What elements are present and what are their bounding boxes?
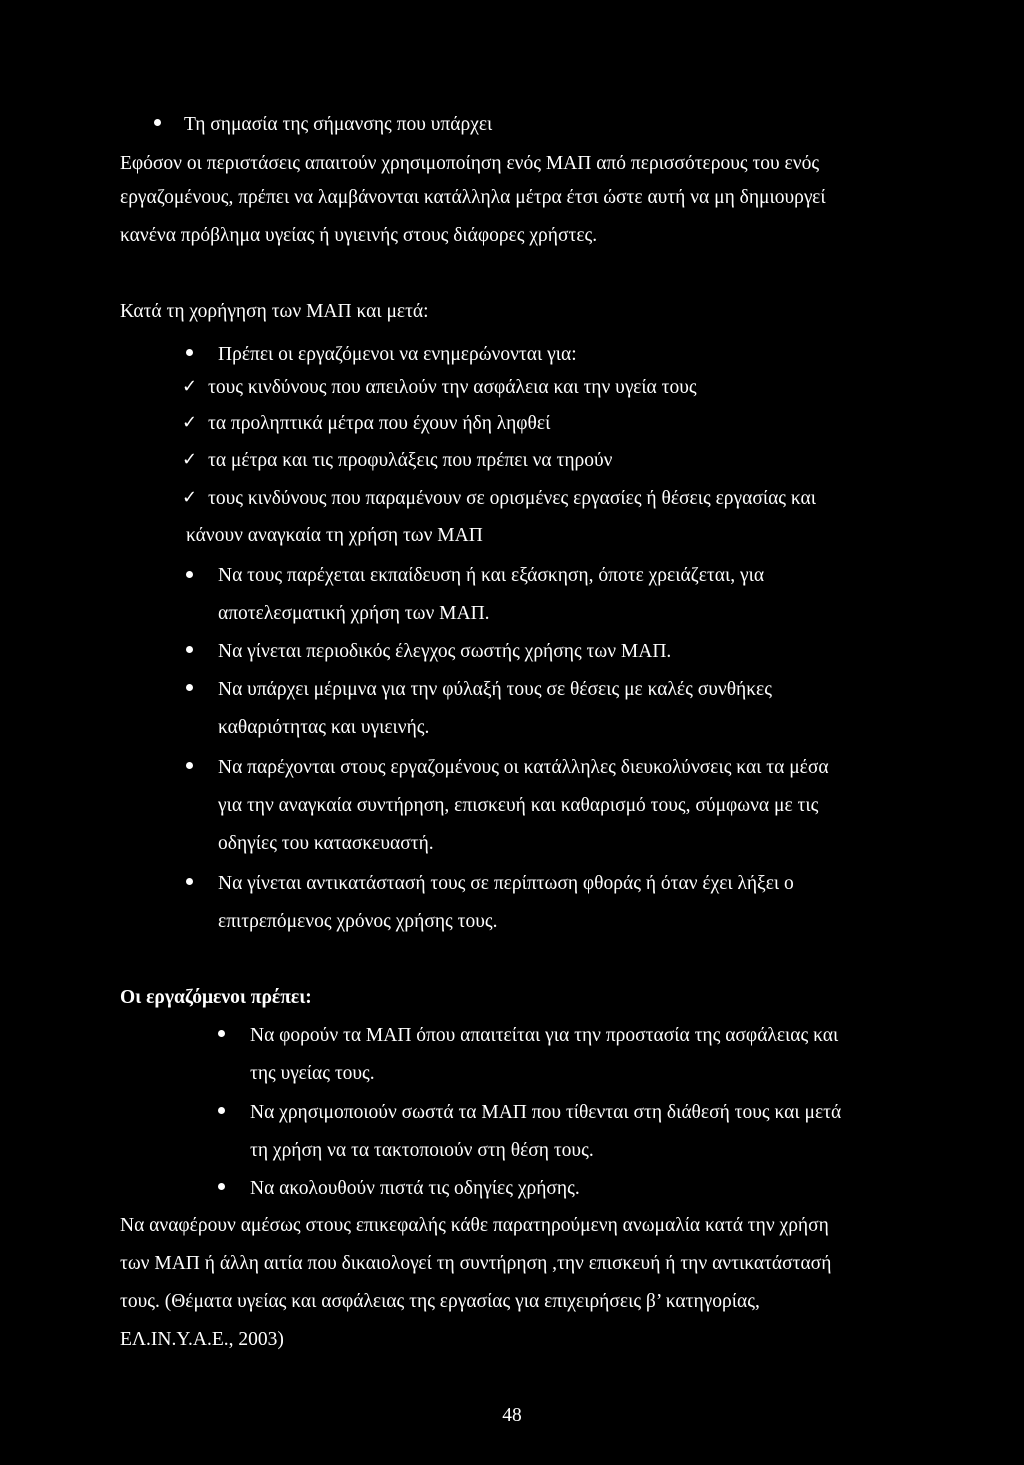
closing-line: ΕΛ.ΙΝ.Υ.Α.Ε., 2003) <box>120 1329 284 1350</box>
checkmark-icon: ✓ <box>182 412 198 433</box>
bullet-dot-icon <box>186 571 193 578</box>
bullet-heading: Τη σημασία της σήμανσης που υπάρχει <box>184 114 493 135</box>
bullet-a-line: Να γίνεται περιοδικός έλεγχος σωστής χρήσης των ΜΑΠ. <box>218 641 672 662</box>
bullet-dot-icon <box>186 878 193 885</box>
closing-line: τους. (Θέματα υγείας και ασφάλειας της εργασίας για επιχειρήσεις β’ κατηγορίας, <box>120 1291 760 1312</box>
bullet-a-line: επιτρεπόμενος χρόνος χρήσης τους. <box>218 911 498 932</box>
bullet-dot-icon <box>154 119 161 126</box>
bullet-dot-icon <box>186 684 193 691</box>
bullet-dot-icon <box>218 1030 225 1037</box>
bullet-b-line: της υγείας τους. <box>250 1063 375 1084</box>
check-item: τα προληπτικά μέτρα που έχουν ήδη ληφθεί <box>208 413 551 434</box>
closing-line: των ΜΑΠ ή άλλη αιτία που δικαιολογεί τη συντήρηση ,την επισκευή ή την αντικατάστασή <box>120 1253 832 1274</box>
workers-heading: Οι εργαζόμενοι πρέπει: <box>120 987 312 1008</box>
check-continuation: κάνουν αναγκαία τη χρήση των ΜΑΠ <box>186 525 483 546</box>
intro-line: εργαζομένους, πρέπει να λαμβάνονται κατάλληλα μέτρα έτσι ώστε αυτή να μη δημιουργεί <box>120 187 826 208</box>
check-item: τους κινδύνους που παραμένουν σε ορισμένες εργασίες ή θέσεις εργασίας και <box>208 488 817 509</box>
intro-line: Εφόσον οι περιστάσεις απαιτούν χρησιμοποίηση ενός ΜΑΠ από περισσότερους του ενός <box>120 153 820 174</box>
bullet-a-line: οδηγίες του κατασκευαστή. <box>218 833 434 854</box>
bullet-dot-icon <box>218 1183 225 1190</box>
bullet-dot-icon <box>186 646 193 653</box>
bullet-a-line: Να γίνεται αντικατάστασή τους σε περίπτωση φθοράς ή όταν έχει λήξει ο <box>218 873 794 894</box>
checkmark-icon: ✓ <box>182 487 198 508</box>
during-heading: Κατά τη χορήγηση των ΜΑΠ και μετά: <box>120 301 429 322</box>
check-item: τους κινδύνους που απειλούν την ασφάλεια και την υγεία τους <box>208 377 697 398</box>
checkmark-icon: ✓ <box>182 449 198 470</box>
bullet-dot-icon <box>186 349 193 356</box>
intro-line: κανένα πρόβλημα υγείας ή υγιεινής στους διάφορες χρήστες. <box>120 225 598 246</box>
inform-bullet: Πρέπει οι εργαζόμενοι να ενημερώνονται για: <box>218 344 577 365</box>
bullet-a-line: Να τους παρέχεται εκπαίδευση ή και εξάσκηση, όποτε χρειάζεται, για <box>218 565 765 586</box>
bullet-dot-icon <box>218 1107 225 1114</box>
bullet-dot-icon <box>186 762 193 769</box>
bullet-b-line: Να ακολουθούν πιστά τις οδηγίες χρήσης. <box>250 1178 580 1199</box>
closing-line: Να αναφέρουν αμέσως στους επικεφαλής κάθε παρατηρούμενη ανωμαλία κατά την χρήση <box>120 1215 829 1236</box>
bullet-a-line: αποτελεσματική χρήση των ΜΑΠ. <box>218 603 490 624</box>
bullet-b-line: Να χρησιμοποιούν σωστά τα ΜΑΠ που τίθενται στη διάθεσή τους και μετά <box>250 1102 842 1123</box>
bullet-b-line: Να φορούν τα ΜΑΠ όπου απαιτείται για την προστασία της ασφάλειας και <box>250 1025 839 1046</box>
bullet-b-line: τη χρήση να τα τακτοποιούν στη θέση τους. <box>250 1140 594 1161</box>
bullet-a-line: καθαριότητας και υγιεινής. <box>218 717 430 738</box>
bullet-a-line: Να υπάρχει μέριμνα για την φύλαξή τους σε θέσεις με καλές συνθήκες <box>218 679 772 700</box>
checkmark-icon: ✓ <box>182 376 198 397</box>
page-number: 48 <box>502 1405 522 1426</box>
bullet-a-line: Να παρέχονται στους εργαζομένους οι κατάλληλες διευκολύνσεις και τα μέσα <box>218 757 829 778</box>
check-item: τα μέτρα και τις προφυλάξεις που πρέπει να τηρούν <box>208 450 613 471</box>
bullet-a-line: για την αναγκαία συντήρηση, επισκευή και καθαρισμό τους, σύμφωνα με τις <box>218 795 819 816</box>
